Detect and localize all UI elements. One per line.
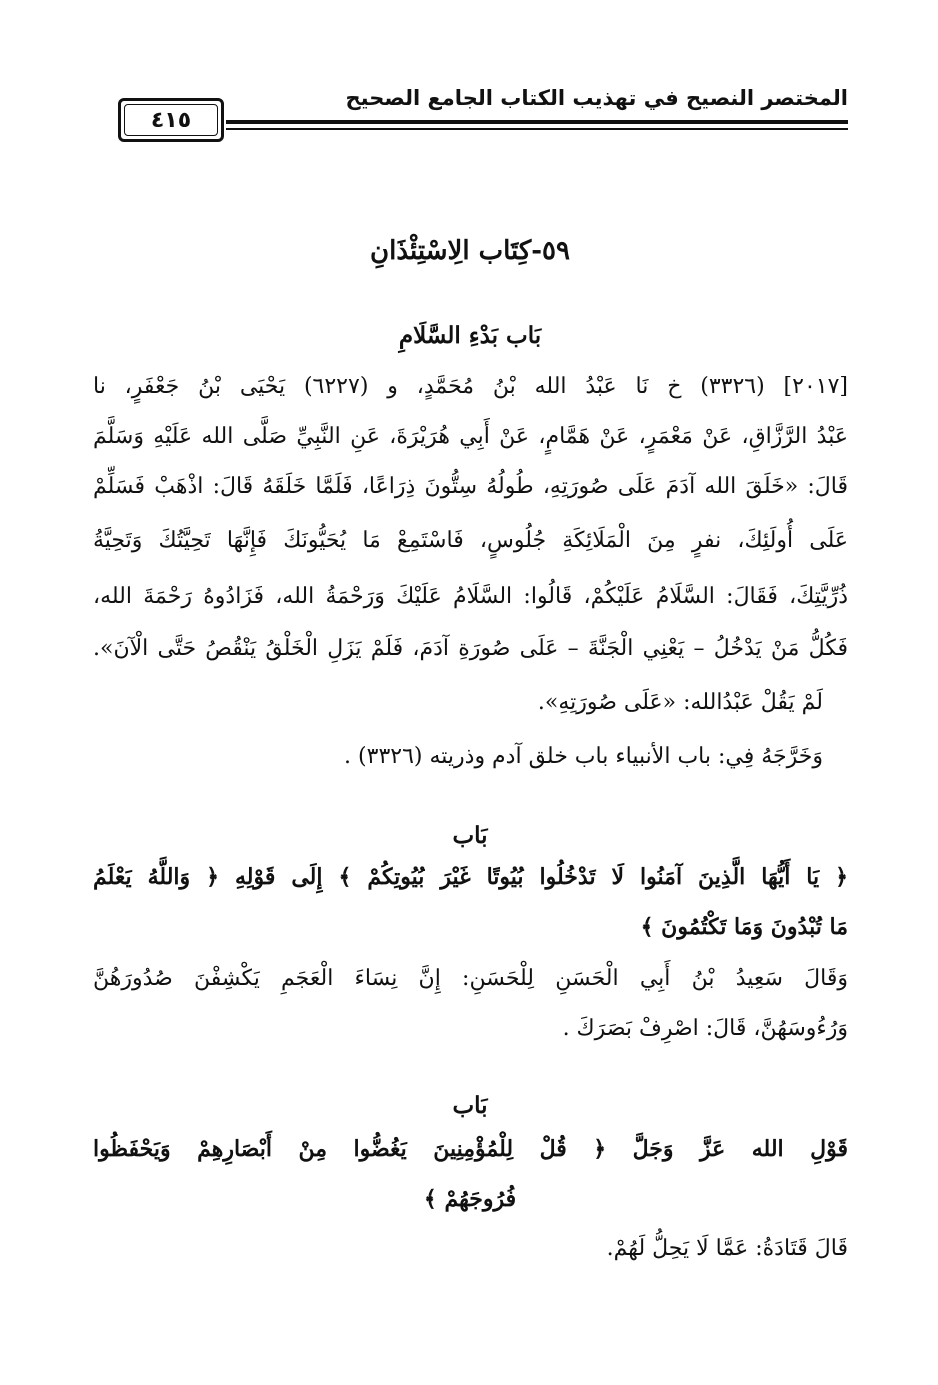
section1-title: بَاب بَدْءِ السَّلَامِ [398,322,542,349]
quran-verse-line: مَا تُبْدُونَ وَمَا تَكْتُمُونَ ﴾ [640,914,848,940]
hadith-line: [٢٠١٧] (٣٣٢٦) خ نَا عَبْدُ الله بْنُ مُحَمَّدٍ، و (٦٢٢٧) يَحْيَى بْنُ جَعْفَرٍ، نا [93,374,848,399]
header-title: المختصر النصيح في تهذيب الكتاب الجامع الصحيح [345,86,848,110]
section3-title: بَاب [452,1092,488,1119]
athar-line: وَرُءُوسَهُنَّ، قَالَ: اصْرِفْ بَصَرَكَ . [562,1016,848,1041]
athar-line: قَالَ قَتَادَةُ: عَمَّا لَا يَحِلُّ لَهُمْ. [606,1236,848,1261]
running-header [118,86,848,146]
quran-verse-line: ﴿ يَا أَيُّهَا الَّذِينَ آمَنُوا لَا تَدْخُلُوا بُيُوتًا غَيْرَ بُيُوتِكُمْ ﴾ إِلَى قَوْلِهِ ﴿ وَاللَّهُ يَعْلَمُ [93,864,848,890]
book-title: ٥٩-كِتَاب الِاسْتِئْذَانِ [370,236,570,266]
header-rule-thick [226,120,848,124]
hadith-line: عَبْدُ الرَّزَّاقِ، عَنْ مَعْمَرٍ، عَنْ هَمَّامٍ، عَنْ أَبِي هُرَيْرَةَ، عَنِ النَّبِيِّ صَلَّى الله عَلَيْهِ وَسَلَّمَ [93,424,848,449]
takhrij-note: وَخَرَّجَهُ فِي: باب الأنبياء باب خلق آدم وذريته (٣٣٢٦) . [344,744,823,769]
hadith-line: ذُرِّيَّتِكَ، فَقَالَ: السَّلَامُ عَلَيْكُمْ، قَالُوا: السَّلَامُ عَلَيْكَ وَرَحْمَةُ الله، فَزَادُوهُ رَحْمَةَ الله، [93,584,848,609]
quran-verse-line: فُرُوجَهُمْ ﴾ [423,1186,517,1212]
header-rule-thin [226,128,848,130]
page-number-box [118,98,224,142]
quran-verse-line: قَوْلِ الله عَزَّ وَجَلَّ ﴿ قُلْ لِلْمُؤْمِنِينَ يَغُضُّوا مِنْ أَبْصَارِهِمْ وَيَحْفَظُوا [93,1136,848,1162]
athar-line: وَقَالَ سَعِيدُ بْنُ أَبِي الْحَسَنِ لِلْحَسَنِ: إِنَّ نِسَاءَ الْعَجَمِ يَكْشِفْنَ صُدُورَهُنَّ [93,966,848,991]
page-number: ٤١٥ [150,107,192,133]
hadith-line: عَلَى أُولَئِكَ، نفرٍ مِنَ الْمَلَائِكَةِ جُلُوسٍ، فَاسْتَمِعْ مَا يُحَيُّونَكَ فَإِنَّهَا تَحِيَّتُكَ وَتَحِيَّةُ [93,528,848,553]
hadith-note: لَمْ يَقُلْ عَبْدُالله: «عَلَى صُورَتِهِ». [537,690,823,715]
hadith-line: قَالَ: «خَلَقَ الله آدَمَ عَلَى صُورَتِهِ، طُولُهُ سِتُّونَ ذِرَاعًا، فَلَمَّا خَلَقَهُ قَالَ: اذْهَبْ فَسَلِّمْ [93,474,848,499]
hadith-line: فَكُلُّ مَنْ يَدْخُلُ – يَعْنِي الْجَنَّةَ – عَلَى صُورَةِ آدَمَ، فَلَمْ يَزَلِ الْخَلْقُ يَنْقُصُ حَتَّى الْآنَ». [93,636,848,661]
section2-title: بَاب [452,822,488,849]
